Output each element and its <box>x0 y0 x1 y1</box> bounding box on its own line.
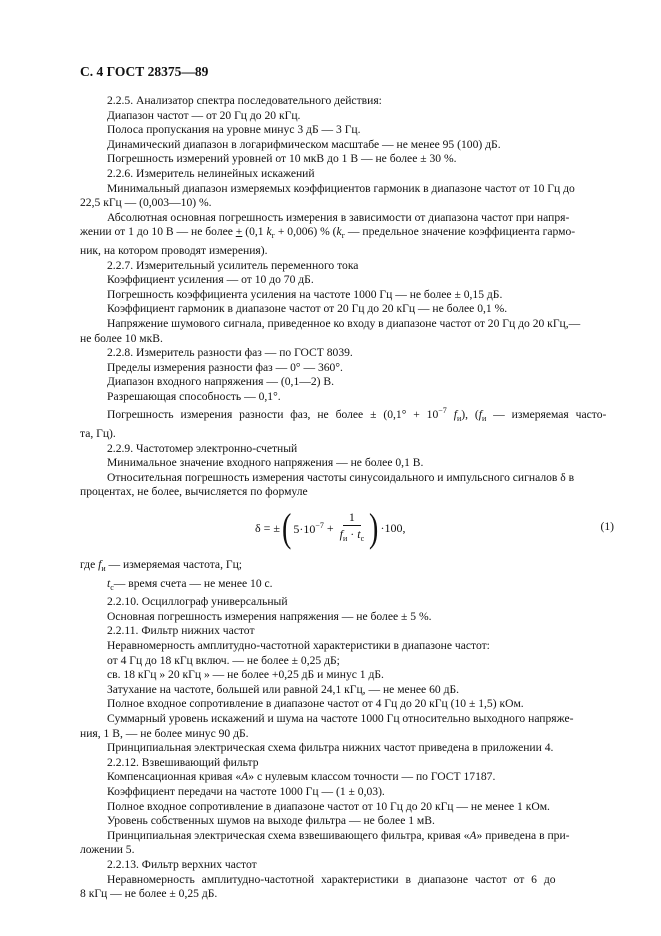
text-line: Погрешность измерения разности фаз, не более ± ($0,1^\circ + 10^{-7}$ $f_и$), ($f_и$ — измеряемая часто- <box>107 406 607 424</box>
formula-plus: + <box>326 520 334 535</box>
text-line: Минимальное значение входного напряжения — не более 0,1 В. <box>107 456 424 470</box>
text-line: 2.2.12. Взвешивающий фильтр <box>107 755 259 769</box>
text-line: Принципиальная электрическая схема фильтра нижних частот приведена в приложении 4. <box>107 741 554 755</box>
formula-1 <box>80 500 614 558</box>
text-line: $t_с—$ время счета — не менее 10 с. <box>107 576 273 592</box>
text-line: 22,5 кГц — (0,003—10) %. <box>80 196 212 210</box>
text-line: Погрешность коэффициента усиления на частоте 1000 Гц — не более ± 0,15 дБ. <box>107 287 503 301</box>
text-line: от 4 Гц до 18 кГц включ. — не более ± 0,25 дБ; <box>107 653 340 667</box>
text-line: ложении 5. <box>80 843 135 857</box>
document-body <box>80 94 614 902</box>
text-line: Уровень собственных шумов на выходе фильтра — не более 1 мВ. <box>107 814 435 828</box>
text-line: ния, 1 В, — не более минус 90 дБ. <box>80 726 249 740</box>
text-line: Суммарный уровень искажений и шума на частоте 1000 Гц относительно выходного напряже- <box>107 711 574 725</box>
text-line: 2.2.10. Осциллограф универсальный <box>107 595 288 609</box>
text-line: 2.2.6. Измеритель нелинейных искажений <box>107 166 315 180</box>
text-line: Коэффициент передачи на частоте 1000 Гц — (1 ± 0,03). <box>107 784 385 798</box>
text-line: процентах, не более, вычисляется по формуле <box>80 485 308 499</box>
text-line: Диапазон частот — от 20 Гц до 20 кГц. <box>107 108 301 122</box>
formula-number: (1) <box>600 520 614 534</box>
text-line: 2.2.5. Анализатор спектра последовательного действия: <box>107 94 382 107</box>
text-line: 2.2.7. Измерительный усилитель переменного тока <box>107 258 359 272</box>
text-line: Компенсационная кривая «А» с нулевым классом точности — по ГОСТ 17187. <box>107 770 496 784</box>
text-line: та, Гц). <box>80 427 116 441</box>
formula-expression: δ = ± ( $5\cdot 10^{-7}$ + $\frac{1}{f_и \cdot t_с}$ ) ·100, <box>255 505 406 551</box>
text-line: 2.2.11. Фильтр нижних частот <box>107 624 255 638</box>
text-line: Основная погрешность измерения напряжения — не более ± 5 %. <box>107 609 432 623</box>
text-line: 2.2.8. Измеритель разности фаз — по ГОСТ 8039. <box>107 346 353 360</box>
text-line: Разрешающая способность — 0,1°. <box>107 389 281 403</box>
text-line: Неравномерность амплитудно-частотной характеристики в диапазоне частот от 6 до <box>107 872 556 886</box>
text-line: 2.2.9. Частотомер электронно-счетный <box>107 441 298 455</box>
text-line: Погрешность измерений уровней от 10 мкВ до 1 В — не более ± 30 %. <box>107 152 457 166</box>
text-line: Относительная погрешность измерения частоты синусоидального и импульсного сигналов δ в <box>107 470 575 484</box>
text-line: где $f_и$ — измеряемая частота, Гц; <box>80 558 243 574</box>
formula-rhs: ·100, <box>380 520 406 535</box>
page-header: С. 4 ГОСТ 28375—89 <box>80 64 209 79</box>
text-line: Коэффициент гармоник в диапазоне частот от 20 Гц до 20 кГц — не более 0,1 %. <box>107 302 508 316</box>
text-line: Неравномерность амплитудно-частотной характеристики в диапазоне частот: <box>107 639 490 652</box>
text-line: Затухание на частоте, большей или равной 24,1 кГц, — не менее 60 дБ. <box>107 682 460 696</box>
text-line: жении от 1 до 10 В — не более + (0,1 $k_г + 0,006$) % ($k_г$ — предельное значение коэффициента гармо- <box>80 225 576 241</box>
text-line: Принципиальная электрическая схема взвешивающего фильтра, кривая «А» приведена в при- <box>107 828 570 842</box>
text-line: Диапазон входного напряжения — (0,1—2) В. <box>107 375 335 389</box>
formula-term1: $5\cdot 10^{-7}$ <box>293 521 324 537</box>
text-line: Пределы измерения разности фаз — 0° — 360°. <box>107 360 343 374</box>
text-line: Полное входное сопротивление в диапазоне частот от 10 Гц до 20 кГц — не менее 1 кОм. <box>107 799 550 813</box>
text-line: Коэффициент усиления — от 10 до 70 дБ. <box>107 273 314 287</box>
text-line: Абсолютная основная погрешность измерения в зависимости от диапазона частот при напря- <box>107 210 570 224</box>
text-line: 8 кГц — не более ± 0,25 дБ. <box>80 887 218 901</box>
formula-lhs: δ = ± <box>255 520 281 535</box>
text-line: Динамический диапазон в логарифмическом масштабе — не менее 95 (100) дБ. <box>107 137 501 151</box>
text-line: 2.2.13. Фильтр верхних частот <box>107 857 257 871</box>
formula-fraction: $\frac{1}{f_и \cdot t_с}$ <box>339 509 365 543</box>
text-line: Полоса пропускания на уровне минус 3 дБ — 3 Гц. <box>107 123 361 137</box>
text-line: св. 18 кГц » 20 кГц » — не более +0,25 дБ и минус 1 дБ. <box>107 668 384 682</box>
text-line: Полное входное сопротивление в диапазоне частот от 4 Гц до 20 кГц (10 ± 1,5) кОм. <box>107 697 524 711</box>
text-line: ник, на котором проводят измерения). <box>80 243 268 257</box>
text-line: Напряжение шумового сигнала, приведенное ко входу в диапазоне частот от 20 Гц до 20 кГц,— <box>107 316 581 330</box>
text-line: Минимальный диапазон измеряемых коэффициентов гармоник в диапазоне частот от 10 Гц до <box>107 181 575 195</box>
text-line: не более 10 мкВ. <box>80 331 163 345</box>
